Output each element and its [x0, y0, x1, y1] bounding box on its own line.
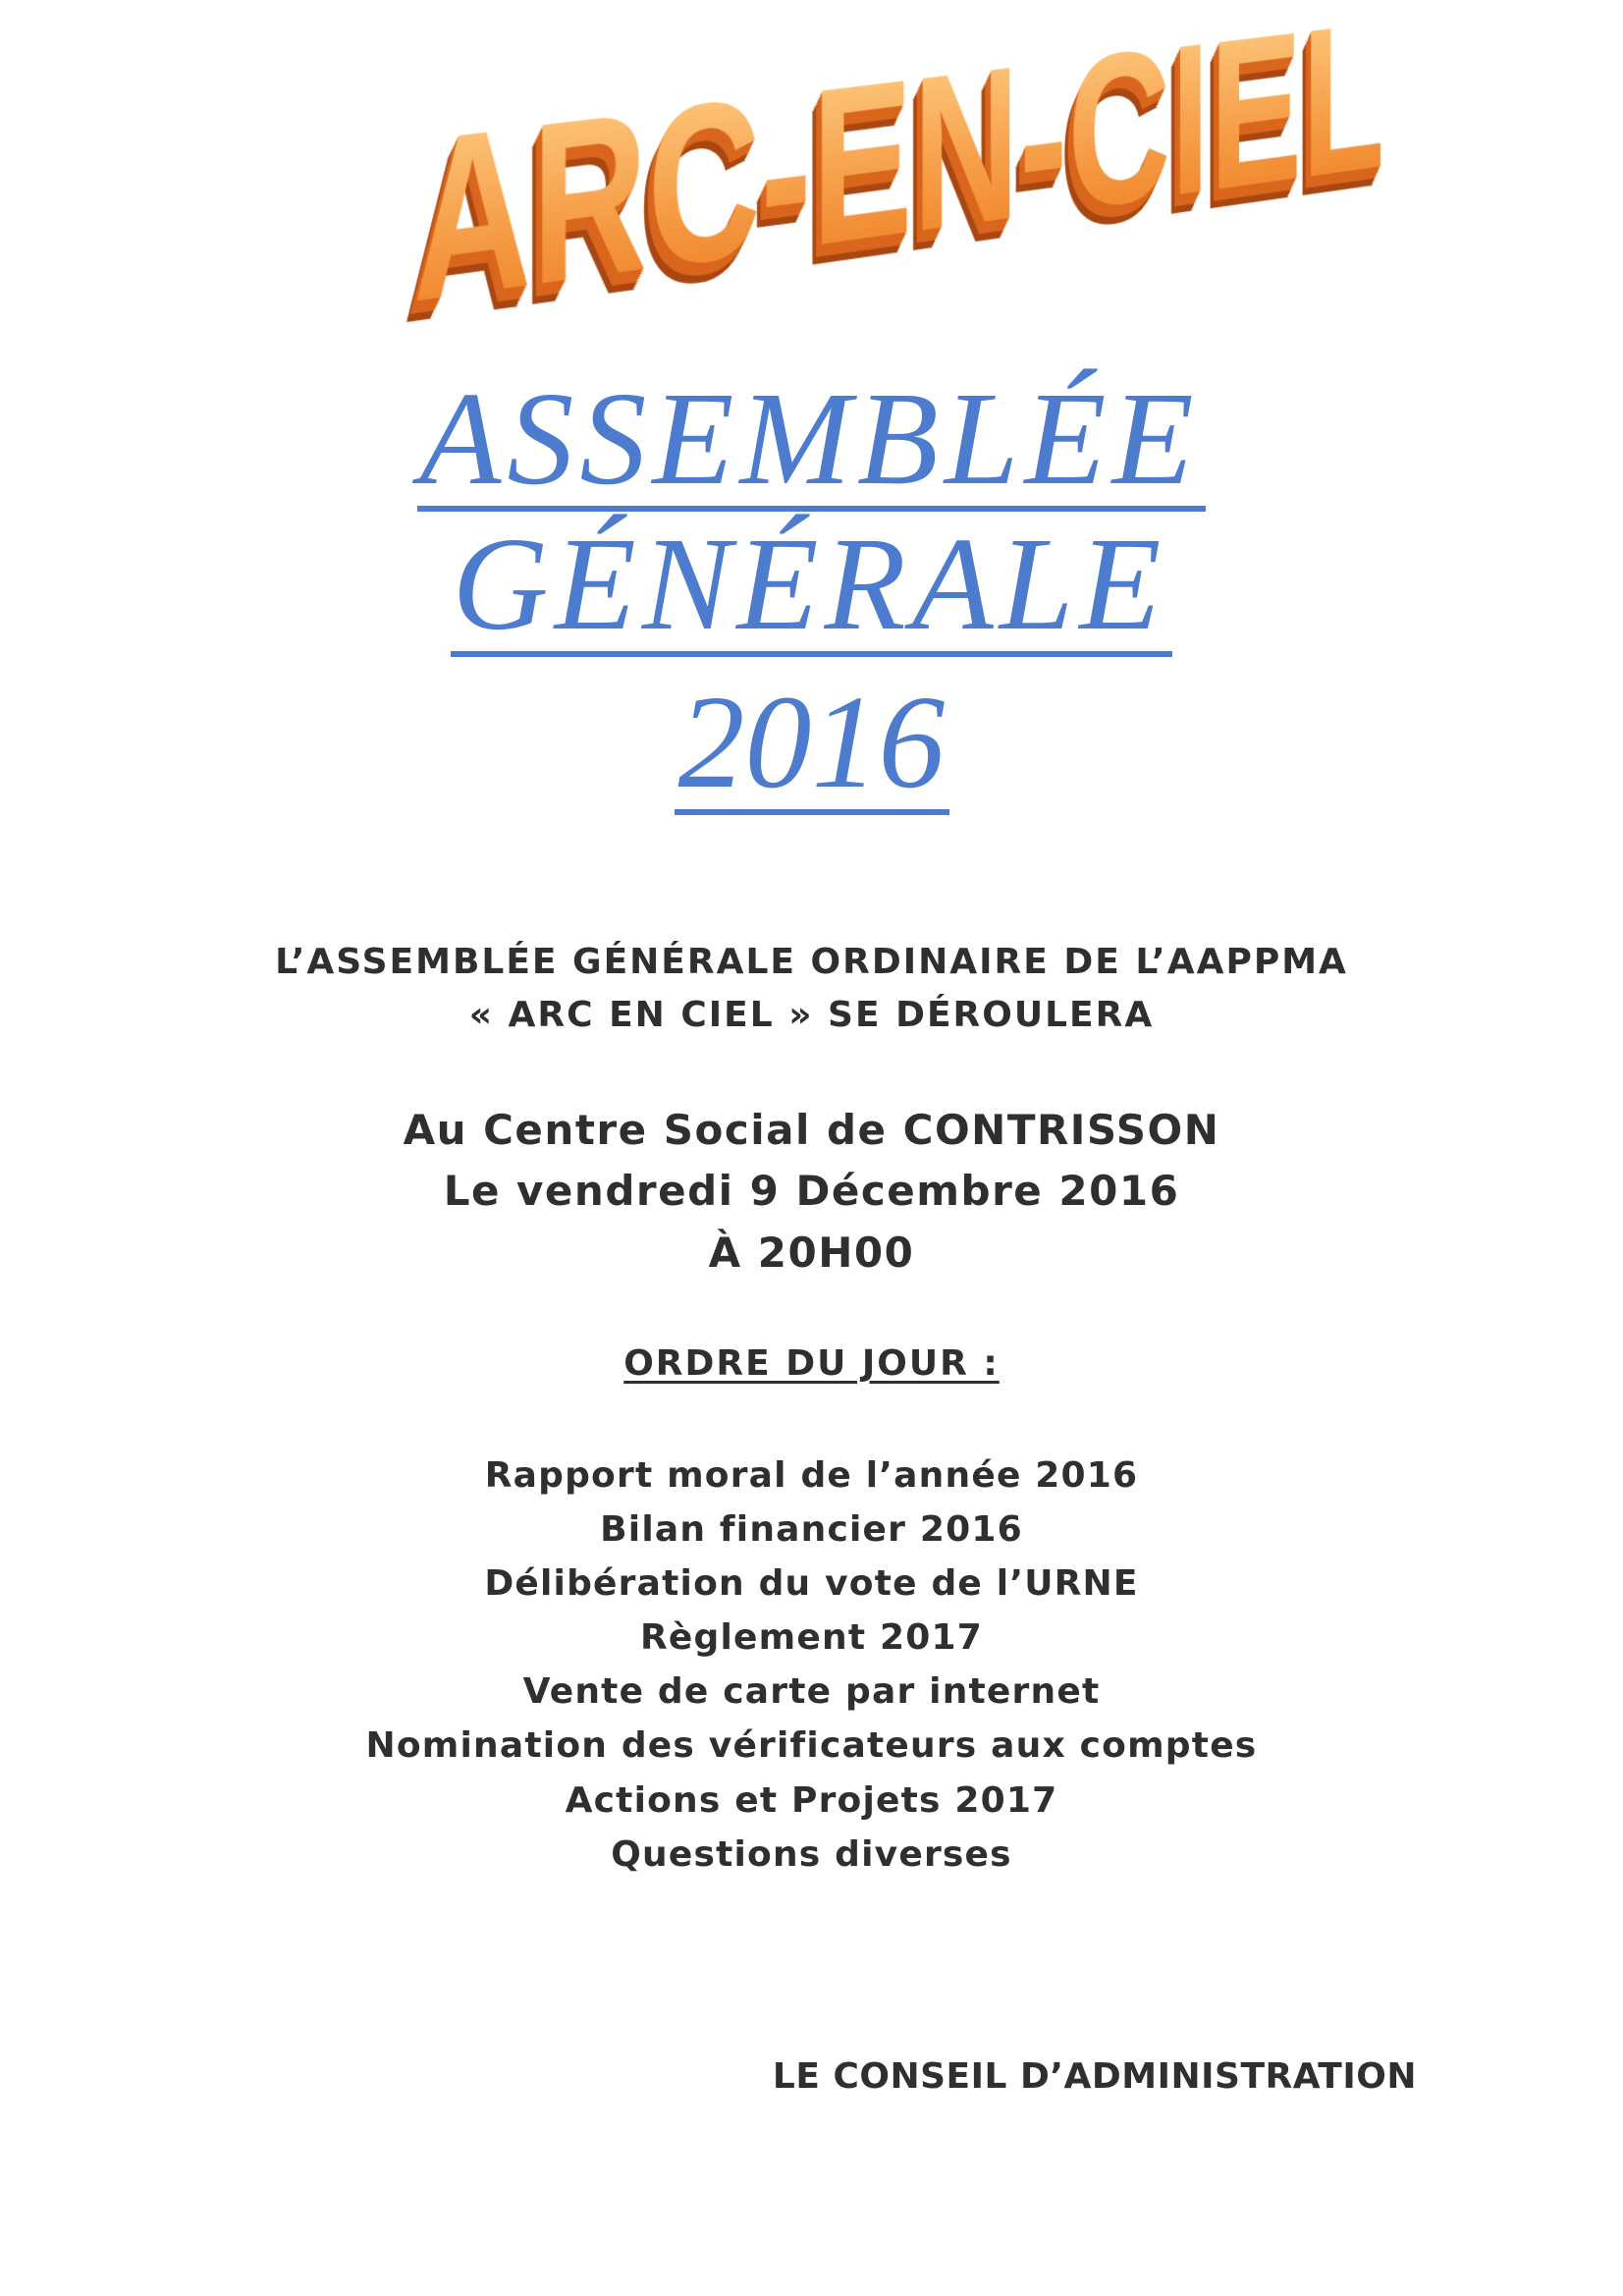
title-assemblee: ASSEMBLÉE — [417, 372, 1205, 512]
agenda-item: Règlement 2017 — [640, 1617, 983, 1659]
logo-wordart-graphic — [369, 0, 1436, 364]
agenda-item: Délibération du vote de l’URNE — [484, 1563, 1139, 1605]
agenda-item: Actions et Projets 2017 — [565, 1779, 1058, 1821]
title-generale: GÉNÉRALE — [451, 518, 1173, 657]
event-date: Le vendredi 9 Décembre 2016 — [443, 1167, 1180, 1215]
announcement-line-1: L’ASSEMBLÉE GÉNÉRALE ORDINAIRE DE L’AAPPMA — [275, 942, 1348, 982]
announcement-line-2: « ARC EN CIEL » SE DÉROULERA — [468, 995, 1155, 1035]
agenda-item: Questions diverses — [611, 1833, 1012, 1875]
title-line-1 — [0, 365, 1623, 513]
event-time: À 20H00 — [708, 1229, 915, 1277]
agenda-item: Nomination des vérificateurs aux comptes — [365, 1725, 1258, 1767]
agenda-heading — [0, 1343, 1623, 1384]
agenda-list — [0, 1449, 1623, 1882]
agenda-item: Vente de carte par internet — [522, 1671, 1101, 1713]
signature: LE CONSEIL D’ADMINISTRATION — [772, 2056, 1417, 2097]
agenda-item: Bilan financier 2016 — [600, 1509, 1023, 1551]
logo-wordart — [369, 0, 1436, 364]
event-location: Au Centre Social de CONTRISSON — [403, 1106, 1220, 1154]
title-line-2 — [0, 511, 1623, 658]
agenda-item: Rapport moral de l’année 2016 — [484, 1455, 1139, 1496]
title-year: 2016 — [675, 676, 949, 815]
agenda-heading-text: ORDRE DU JOUR : — [623, 1343, 1000, 1384]
title-line-3 — [0, 669, 1623, 816]
